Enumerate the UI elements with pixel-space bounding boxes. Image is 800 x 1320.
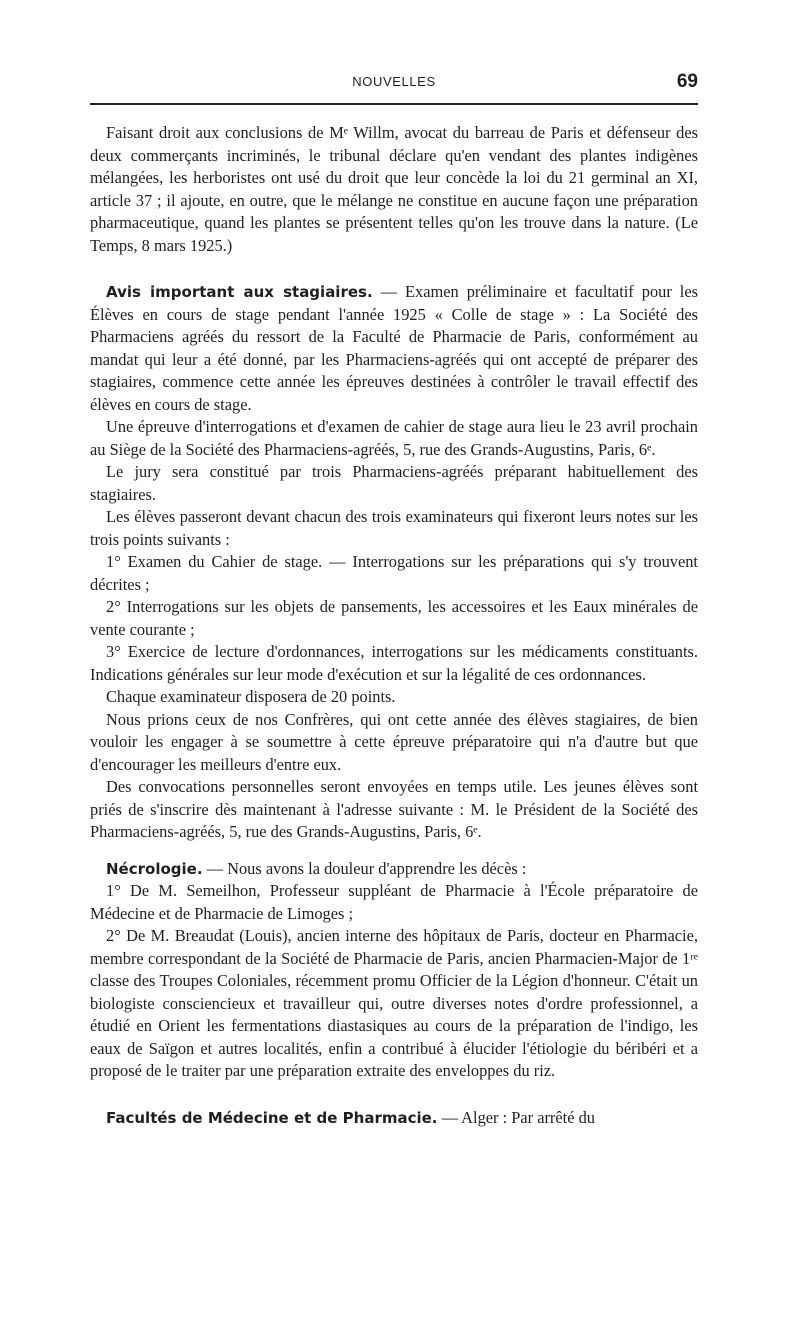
paragraph-points: Chaque examinateur disposera de 20 points. [106,687,396,706]
avis-intro: — Examen préliminaire et facultatif pour les Élèves en cours de stage pendant l'année 1925 « Colle de stage » : La Société des Pharmaciens agréés du ressort de la Faculté de Pharmacie de Paris, conformément au mandat qui leur a été donné, par les Pharmaciens-agréés qui ont accepté de préparer des stagiaires, commence cette année les épreuves destinées à contrôler le travail effectif des élèves en cours de stage. [90,282,698,414]
running-title: NOUVELLES [352,74,436,89]
section-facultes [90,1107,698,1130]
list-item-3: 3° Exercice de lecture d'ordonnances, interrogations sur les médicaments constituants. Indications générales sur leur mode d'exécution et sur la légalité de ces ordonnances. [90,642,698,684]
necrologie-intro: — Nous avons la douleur d'apprendre les décès : [202,858,527,878]
section-title-necrologie: Nécrologie. [106,859,203,878]
section-avis-stagiaires [90,281,698,416]
necrologie-item-2: 2° De M. Breaudat (Louis), ancien interne des hôpitaux de Paris, docteur en Pharmacie, membre correspondant de la Société de Pharmacie de Paris, ancien Pharmacien-Major de 1ʳᵉ classe des Troupes Coloniales, récemment promu Officier de la Légion d'honneur. C'était un biologiste consciencieux et travailleur qui, outre diverses notes d'ordre professionnel, a étudié en Orient les fermentations diastasiques au cours de la préparation de l'indigo, les eaux de Saïgon et autres localités, enfin a contribué à élucider l'étiologie du béribéri et a proposé de le traiter par une préparation extraite des enveloppes du riz. [90,926,698,1080]
facultes-intro: — Alger : Par arrêté du [437,1107,595,1127]
section-necrologie [90,858,698,881]
list-item-2: 2° Interrogations sur les objets de pansements, les accessoires et les Eaux minérales de vente courante ; [90,597,698,639]
paragraph-tribunal: Faisant droit aux conclusions de Mᵉ Willm, avocat du barreau de Paris et défenseur des deux commerçants incriminés, le tribunal déclare qu'en vendant des plantes indigènes mélangées, les herboristes ont usé du droit que leur concède la loi du 21 germinal an XI, article 37 ; il ajoute, en outre, que le mélange ne constitue en aucune façon une préparation pharmaceutique, quand les plantes se présentent telles qu'on les trouve dans la nature. (Le Temps, 8 mars 1925.) [90,123,698,255]
article-body [90,122,698,1129]
necrologie-item-1: 1° De M. Semeilhon, Professeur suppléant de Pharmacie à l'École préparatoire de Médecine et de Pharmacie de Limoges ; [90,881,698,923]
header-rule [90,103,698,105]
page-number: 69 [676,71,698,92]
page-header [90,71,698,96]
paragraph-epreuve: Une épreuve d'interrogations et d'examen de cahier de stage aura lieu le 23 avril prochain au Siège de la Société des Pharmaciens-agréés, 5, rue des Grands-Augustins, Paris, 6ᵉ. [90,417,698,459]
paragraph-convocations: Des convocations personnelles seront envoyées en temps utile. Les jeunes élèves sont priés de s'inscrire dès maintenant à l'adresse suivante : M. le Président de la Société des Pharmaciens-agréés, 5, rue des Grands-Augustins, Paris, 6ᵉ. [90,777,698,841]
section-title-facultes: Facultés de Médecine et de Pharmacie. [106,1108,438,1127]
list-item-1: 1° Examen du Cahier de stage. — Interrogations sur les préparations qui s'y trouvent décrites ; [90,552,698,594]
paragraph-confreres: Nous prions ceux de nos Confrères, qui ont cette année des élèves stagiaires, de bien vouloir les engager à se soumettre à cette épreuve préparatoire qui n'a d'autre but que d'encourager les meilleurs d'entre eux. [90,709,698,774]
paragraph-eleves: Les élèves passeront devant chacun des trois examinateurs qui fixeront leurs notes sur les trois points suivants : [90,507,698,549]
section-title-avis: Avis important aux stagiaires. [106,283,373,301]
paragraph-jury: Le jury sera constitué par trois Pharmaciens-agréés préparant habituellement des stagiaires. [90,462,698,504]
